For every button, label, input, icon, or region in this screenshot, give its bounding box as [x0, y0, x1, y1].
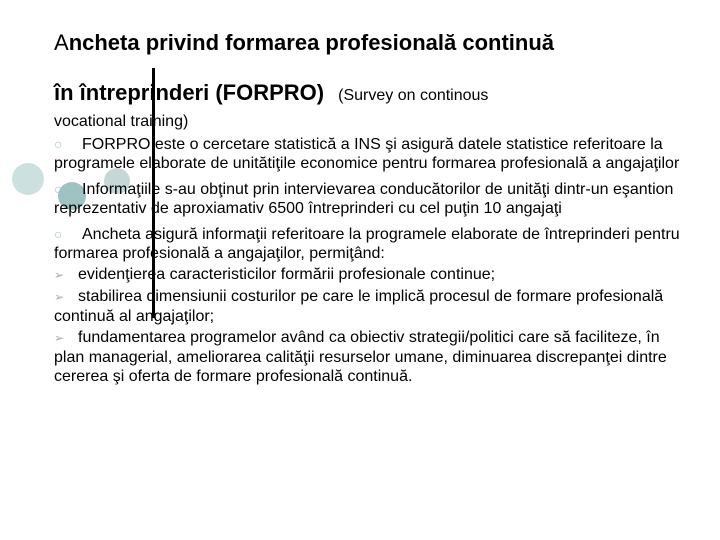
sub-list-item — [54, 287, 694, 326]
slide-title-line1 — [54, 30, 554, 56]
slide-title-line3: vocational training) — [54, 113, 189, 130]
circle-bullet-icon: ○ — [54, 181, 63, 197]
arrow-bullet-icon: ➢ — [54, 331, 65, 345]
slide-content — [54, 135, 694, 393]
title-rest: ncheta privind formarea profesională continuă — [68, 30, 555, 55]
sub-item-text: fundamentarea programelor având ca obiectiv strategii/politici care să faciliteze, în plan managerial, ameliorarea calităţii resurselor umane, diminuarea discrepanţei dintre cererea şi oferta de formare profesională continuă. — [54, 329, 667, 385]
sub-item-text: evidenţierea caracteristicilor formării profesionale continue; — [78, 266, 496, 283]
title-first-letter: A — [54, 30, 69, 55]
paragraph-text: FORPRO este o cercetare statistică a INS şi asigură datele statistice referitoare la programele elaborate de unitătiţile economice pentru formarea profesională a angajaţilor — [54, 136, 680, 172]
slide-title-line2 — [54, 80, 488, 106]
decorative-circle — [12, 163, 44, 195]
paragraph-text: Informaţiile s-au obţinut prin intervievarea conducătorilor de unităţi dintr-un eşantion reprezentativ de aproxiamativ 6500 întreprinderi cu cel puţin 10 angajaţi — [54, 181, 674, 217]
sub-list-item — [54, 265, 694, 285]
circle-bullet-icon: ○ — [54, 226, 63, 242]
title-main: în întreprinderi (FORPRO) — [54, 80, 325, 105]
sub-list-item — [54, 328, 694, 386]
arrow-bullet-icon: ➢ — [54, 268, 65, 282]
circle-bullet-icon: ○ — [54, 136, 63, 152]
list-item — [54, 135, 694, 173]
sub-item-text: stabilirea dimensiunii costurilor pe care le implică procesul de formare profesională continuă al angajaţilor; — [54, 288, 664, 325]
list-item — [54, 180, 694, 218]
title-subtitle: (Survey on continous — [338, 87, 489, 104]
list-item — [54, 225, 694, 263]
arrow-bullet-icon: ➢ — [54, 290, 65, 304]
paragraph-text: Ancheta asigură informaţii referitoare la programele elaborate de întreprinderi pentru formarea profesională a angajaţilor, permiţând: — [54, 226, 680, 262]
